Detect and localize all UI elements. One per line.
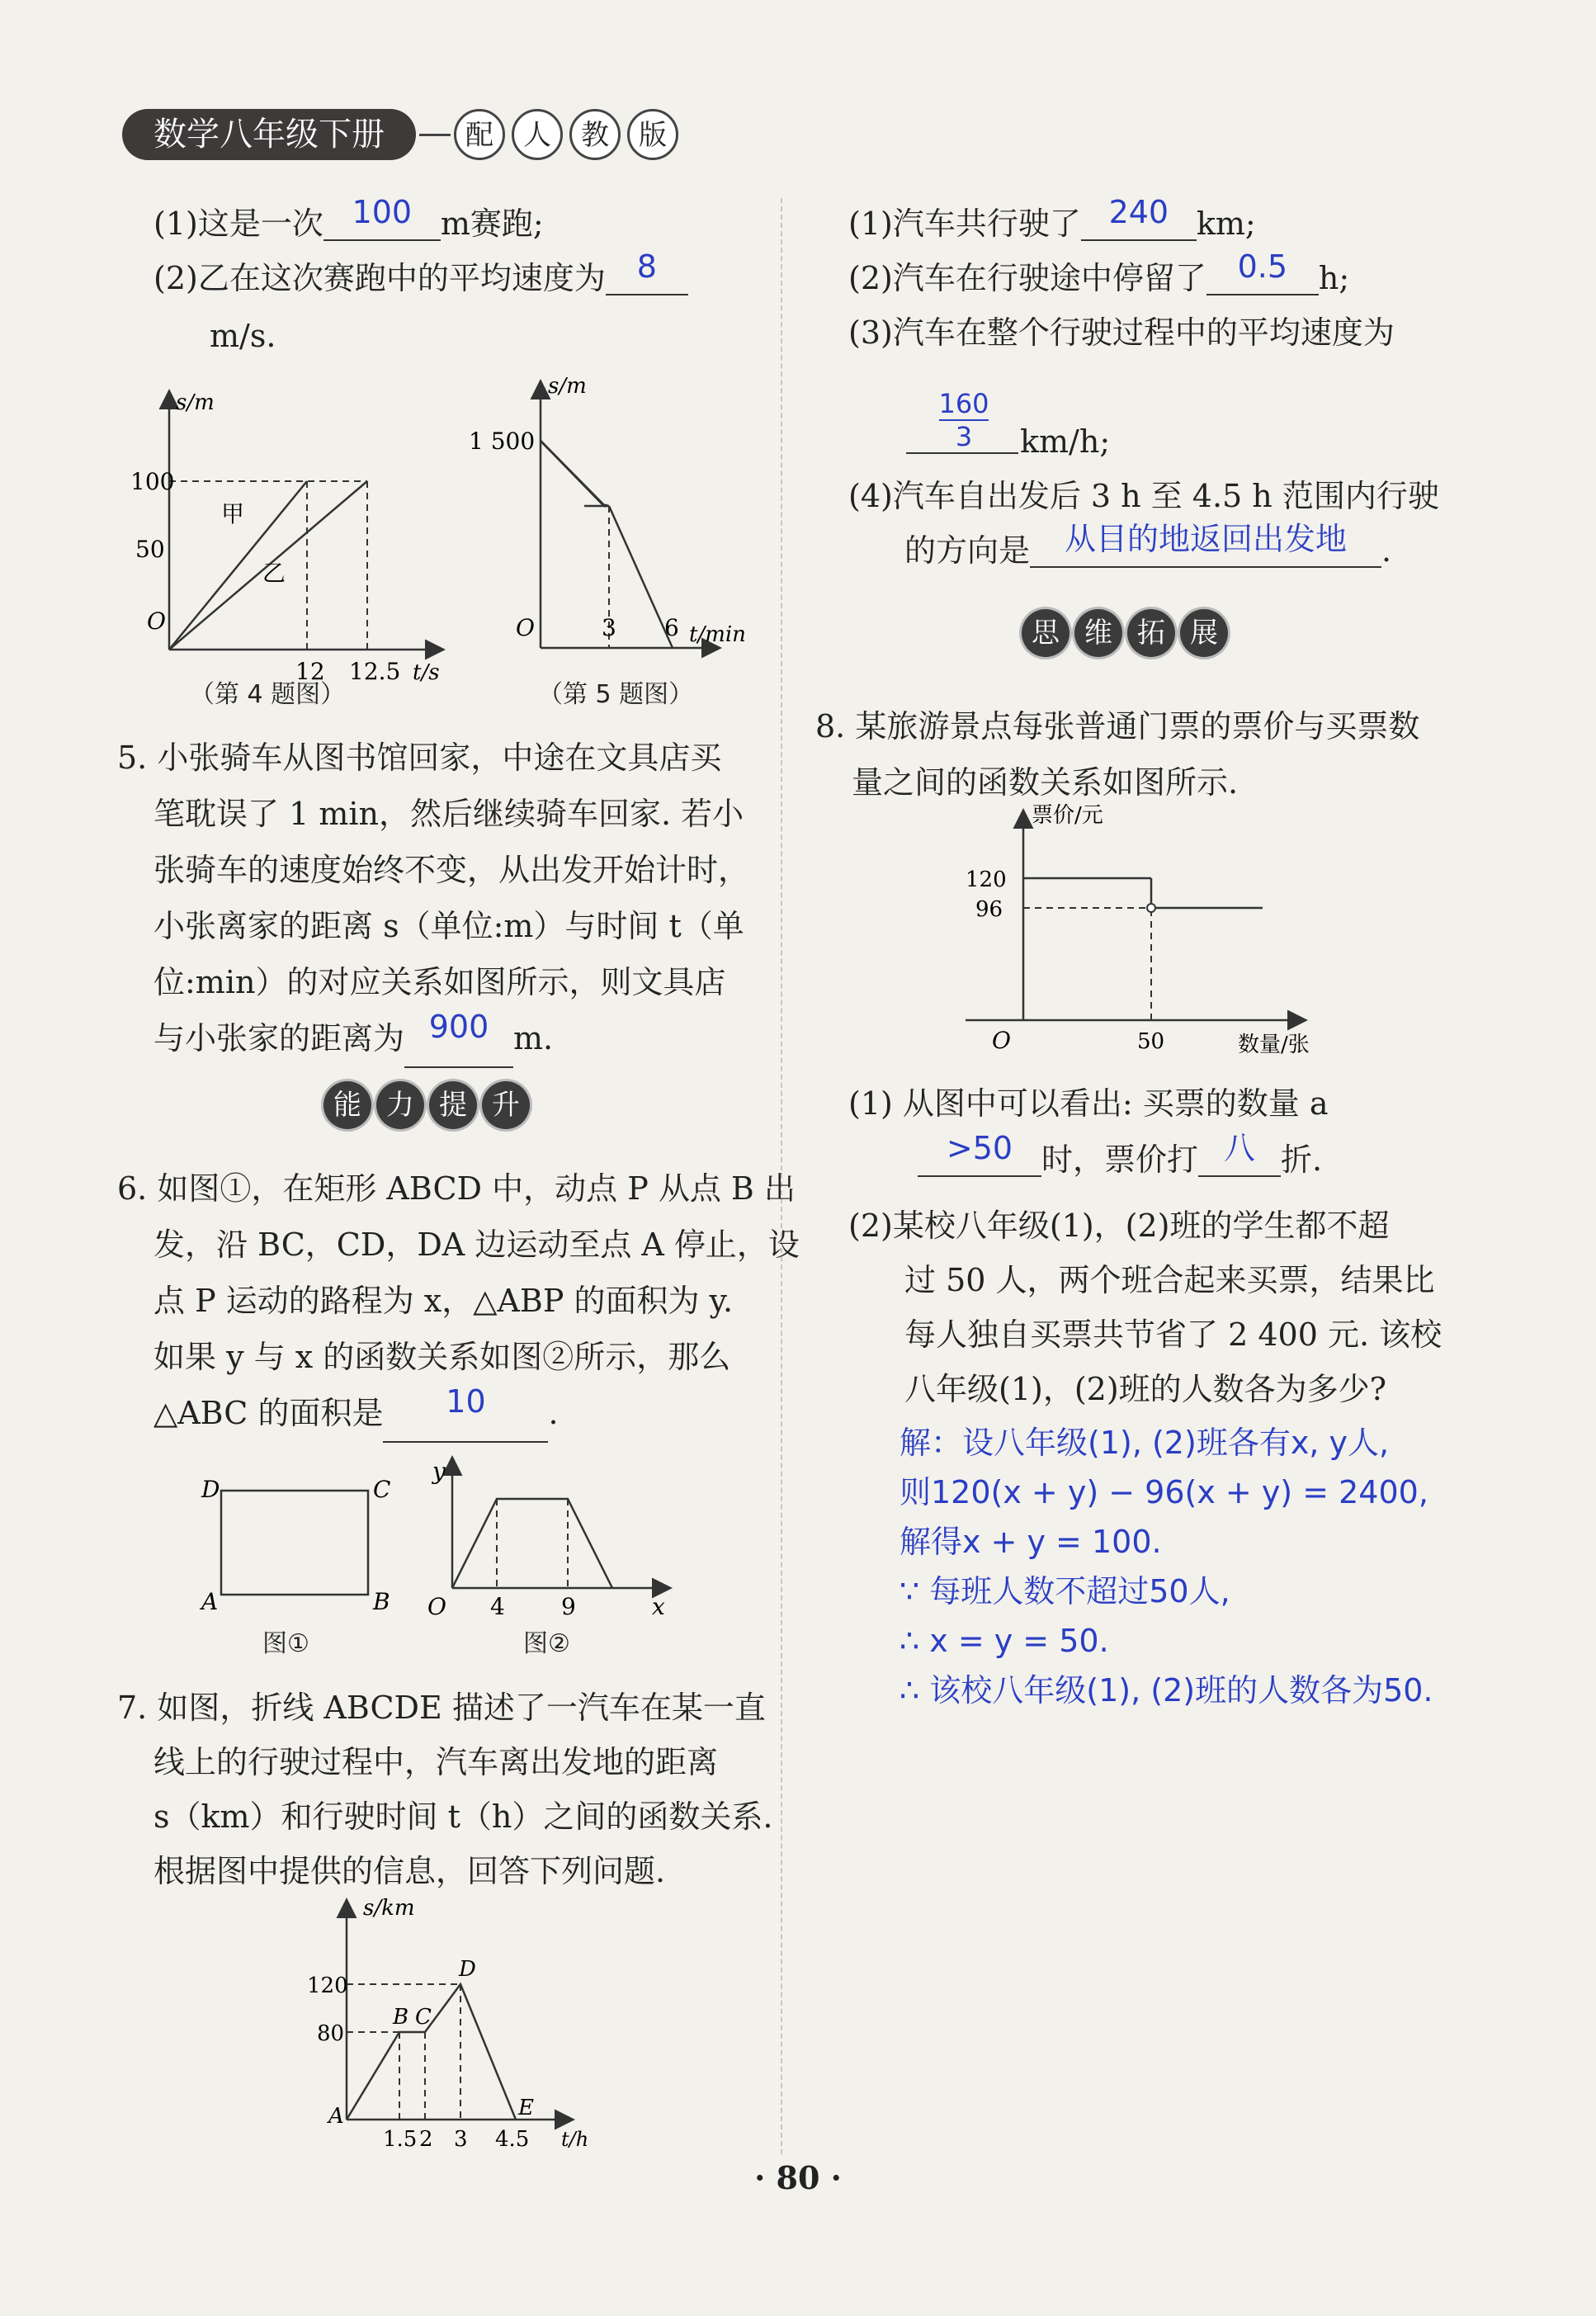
edition-badge-char: 教 xyxy=(569,109,621,160)
q4-part1: (1)这是一次 100 m赛跑; xyxy=(153,194,544,242)
fig8-origin: O xyxy=(992,1027,1011,1054)
section-title-char: 拓 xyxy=(1127,609,1175,657)
fig5-seg3 xyxy=(609,506,673,648)
fig8-open-point xyxy=(1147,904,1155,912)
section-ability xyxy=(323,1081,535,1129)
fig8-y96: 96 xyxy=(975,897,1003,922)
fig4-ylabel: s/m xyxy=(176,390,215,415)
section-title-char: 提 xyxy=(429,1081,477,1129)
section-title-char: 展 xyxy=(1180,609,1228,657)
solution-line: ∴ x = y = 50. xyxy=(900,1623,1109,1659)
q7-part2: (2)汽车在行驶途中停留了 0.5 h; xyxy=(848,248,1350,296)
fig6a-rectangle xyxy=(195,1461,393,1626)
section-title-char: 思 xyxy=(1022,609,1070,657)
fig7-A: A xyxy=(328,2104,344,2129)
q8-part1-line1: (1) 从图中可以看出: 买票的数量 a xyxy=(848,1085,1329,1122)
section-thinking xyxy=(1022,609,1233,657)
q7-unit3: km/h; xyxy=(1020,423,1111,460)
q7-part4-line2: 的方向是 从目的地返回出发地 . xyxy=(904,521,1392,569)
fig5-origin: O xyxy=(516,614,535,641)
page-number: · 80 · xyxy=(754,2159,842,2196)
solution-line: 解：设八年级(1), (2)班各有x, y人, xyxy=(900,1425,1390,1461)
fig6b-caption: 图② xyxy=(523,1629,570,1658)
fig5-x3: 3 xyxy=(602,614,616,641)
fig6a-B: B xyxy=(373,1588,390,1615)
fig7-xlabel: t/h xyxy=(561,2128,589,2151)
solution-line: ∴ 该校八年级(1), (2)班的人数各为50. xyxy=(900,1672,1433,1709)
fig5-y1500: 1 500 xyxy=(469,428,536,455)
fig4-caption: （第 4 题图） xyxy=(190,680,346,709)
section-title-char: 维 xyxy=(1074,609,1122,657)
q7-answer3-fraction: 160 3 xyxy=(938,388,989,452)
page-header xyxy=(122,109,685,160)
fig7-E: E xyxy=(518,2096,534,2120)
fig6a-C: C xyxy=(373,1476,391,1503)
q5-answer: 900 xyxy=(428,1009,489,1045)
fig4-y50: 50 xyxy=(135,536,165,563)
fig6b-trapezoid xyxy=(452,1499,612,1588)
fig7-y80: 80 xyxy=(317,2021,345,2046)
fig8-y120: 120 xyxy=(966,867,1007,892)
fig7-C: C xyxy=(415,2005,432,2030)
q6-text: 6. 如图①，在矩形 ABCD 中，动点 P 从点 B 出 发，沿 BC，CD，DA 边运动至点 A 停止，设 点 P 运动的路程为 x，△ABP 的面积为 y. 如果 y 与 x 的函数关系如图②所示，那么 △ABC 的面积是 10 . xyxy=(117,1160,800,1443)
fig8-x50: 50 xyxy=(1137,1029,1165,1054)
fig7-ylabel: s/km xyxy=(363,1896,415,1921)
edition-badge-char: 人 xyxy=(512,109,563,160)
header-connector xyxy=(419,134,451,136)
section-title-char: 升 xyxy=(482,1081,530,1129)
fig4-label-yi: 乙 xyxy=(262,560,286,587)
edition-badge xyxy=(454,109,685,160)
fig7-x2: 2 xyxy=(419,2127,433,2152)
fig7-x45: 4.5 xyxy=(495,2127,530,2152)
fig6b-chart xyxy=(421,1449,677,1623)
fig4-xlabel: t/s xyxy=(413,660,440,685)
q8-answer1: >50 xyxy=(946,1130,1013,1166)
section-title-char: 力 xyxy=(376,1081,424,1129)
fig6b-x4: 4 xyxy=(490,1593,505,1620)
fig6a-caption: 图① xyxy=(262,1629,309,1658)
fig4-label-jia: 甲 xyxy=(221,500,245,527)
fig7-B: B xyxy=(393,2005,409,2030)
q8-answer2: 八 xyxy=(1224,1130,1256,1166)
q6-answer: 10 xyxy=(446,1383,486,1420)
fig6a-A: A xyxy=(201,1588,219,1615)
solution-line: ∵ 每班人数不超过50人, xyxy=(900,1573,1230,1609)
fig4-y100: 100 xyxy=(130,468,175,495)
q7-answer4: 从目的地返回出发地 xyxy=(1065,521,1348,557)
solution-line: 解得x + y = 100. xyxy=(900,1524,1162,1560)
q7-part1: (1)汽车共行驶了 240 km; xyxy=(848,194,1256,242)
q5-text: 5. 小张骑车从图书馆回家，中途在文具店买 笔耽误了 1 min，然后继续骑车回家. 若小 张骑车的速度始终不变，从出发开始计时， 小张离家的距离 s（单位:m）与时间 t（单 位:min）的对应关系如图所示，则文具店 与小张家的距离为 900 m. xyxy=(117,730,749,1068)
q7-part3: (3)汽车在整个行驶过程中的平均速度为 xyxy=(848,314,1395,351)
fig6b-xlabel: x xyxy=(652,1593,665,1620)
edition-badge-char: 配 xyxy=(454,109,505,160)
fig7-x3: 3 xyxy=(454,2127,468,2152)
q4-answer2: 8 xyxy=(636,248,657,285)
q8-part2: (2)某校八年级(1)，(2)班的学生都不超 过 50 人，两个班合起来买票，结果比 每人独自买票共节省了 2 400 元. 该校 八年级(1)，(2)班的人数各为多少? xyxy=(848,1208,1443,1407)
fig5-chart xyxy=(462,371,759,652)
fig8-chart xyxy=(933,802,1329,1066)
fig5-xlabel: t/min xyxy=(689,622,746,647)
fig5-caption: （第 5 题图） xyxy=(538,680,694,709)
fig4-origin: O xyxy=(147,607,166,635)
q8-part1-line2: >50 时，票价打 八 折. xyxy=(918,1144,1322,1177)
edition-badge-char: 版 xyxy=(627,109,678,160)
q7-text: 7. 如图，折线 ABCDE 描述了一汽车在某一直 线上的行驶过程中，汽车离出发地的距离 s（km）和行驶时间 t（h）之间的函数关系. 根据图中提供的信息，回答下列问题. xyxy=(117,1690,773,1889)
section-title-char: 能 xyxy=(323,1081,371,1129)
fig8-xlabel: 数量/张 xyxy=(1238,1033,1310,1057)
q8-solution xyxy=(900,1418,1433,1715)
fig4-x12: 12 xyxy=(295,658,325,685)
fig7-D: D xyxy=(459,1957,476,1982)
solution-line: 则120(x + y) − 96(x + y) = 2400, xyxy=(900,1474,1428,1510)
fig7-x15: 1.5 xyxy=(383,2127,418,2152)
q7-answer2: 0.5 xyxy=(1237,248,1288,285)
fig6b-x9: 9 xyxy=(561,1593,576,1620)
fig7-y120: 120 xyxy=(307,1973,348,1998)
q8-text: 8. 某旅游景点每张普通门票的票价与买票数 量之间的函数关系如图所示. xyxy=(815,708,1420,801)
q7-part4: (4)汽车自出发后 3 h 至 4.5 h 范围内行驶 xyxy=(848,478,1439,514)
fig4-chart xyxy=(130,381,454,685)
book-title: 数学八年级下册 xyxy=(122,109,416,160)
q4-answer1: 100 xyxy=(352,194,413,230)
fig6b-origin: O xyxy=(427,1593,446,1620)
fig8-ylabel: 票价/元 xyxy=(1032,803,1103,828)
q4-unit: m/s. xyxy=(210,318,276,354)
fig7-chart xyxy=(297,1890,611,2154)
fig5-ylabel: s/m xyxy=(548,374,587,399)
fig4-x125: 12.5 xyxy=(349,658,401,685)
fig6a-D: D xyxy=(201,1476,220,1503)
fig5-x6: 6 xyxy=(664,614,679,641)
q7-answer1: 240 xyxy=(1108,194,1169,230)
q7-answer3-underline xyxy=(906,452,1018,454)
q4-part2: (2)乙在这次赛跑中的平均速度为 8 xyxy=(153,262,688,295)
fig6b-ylabel: y xyxy=(432,1458,446,1485)
